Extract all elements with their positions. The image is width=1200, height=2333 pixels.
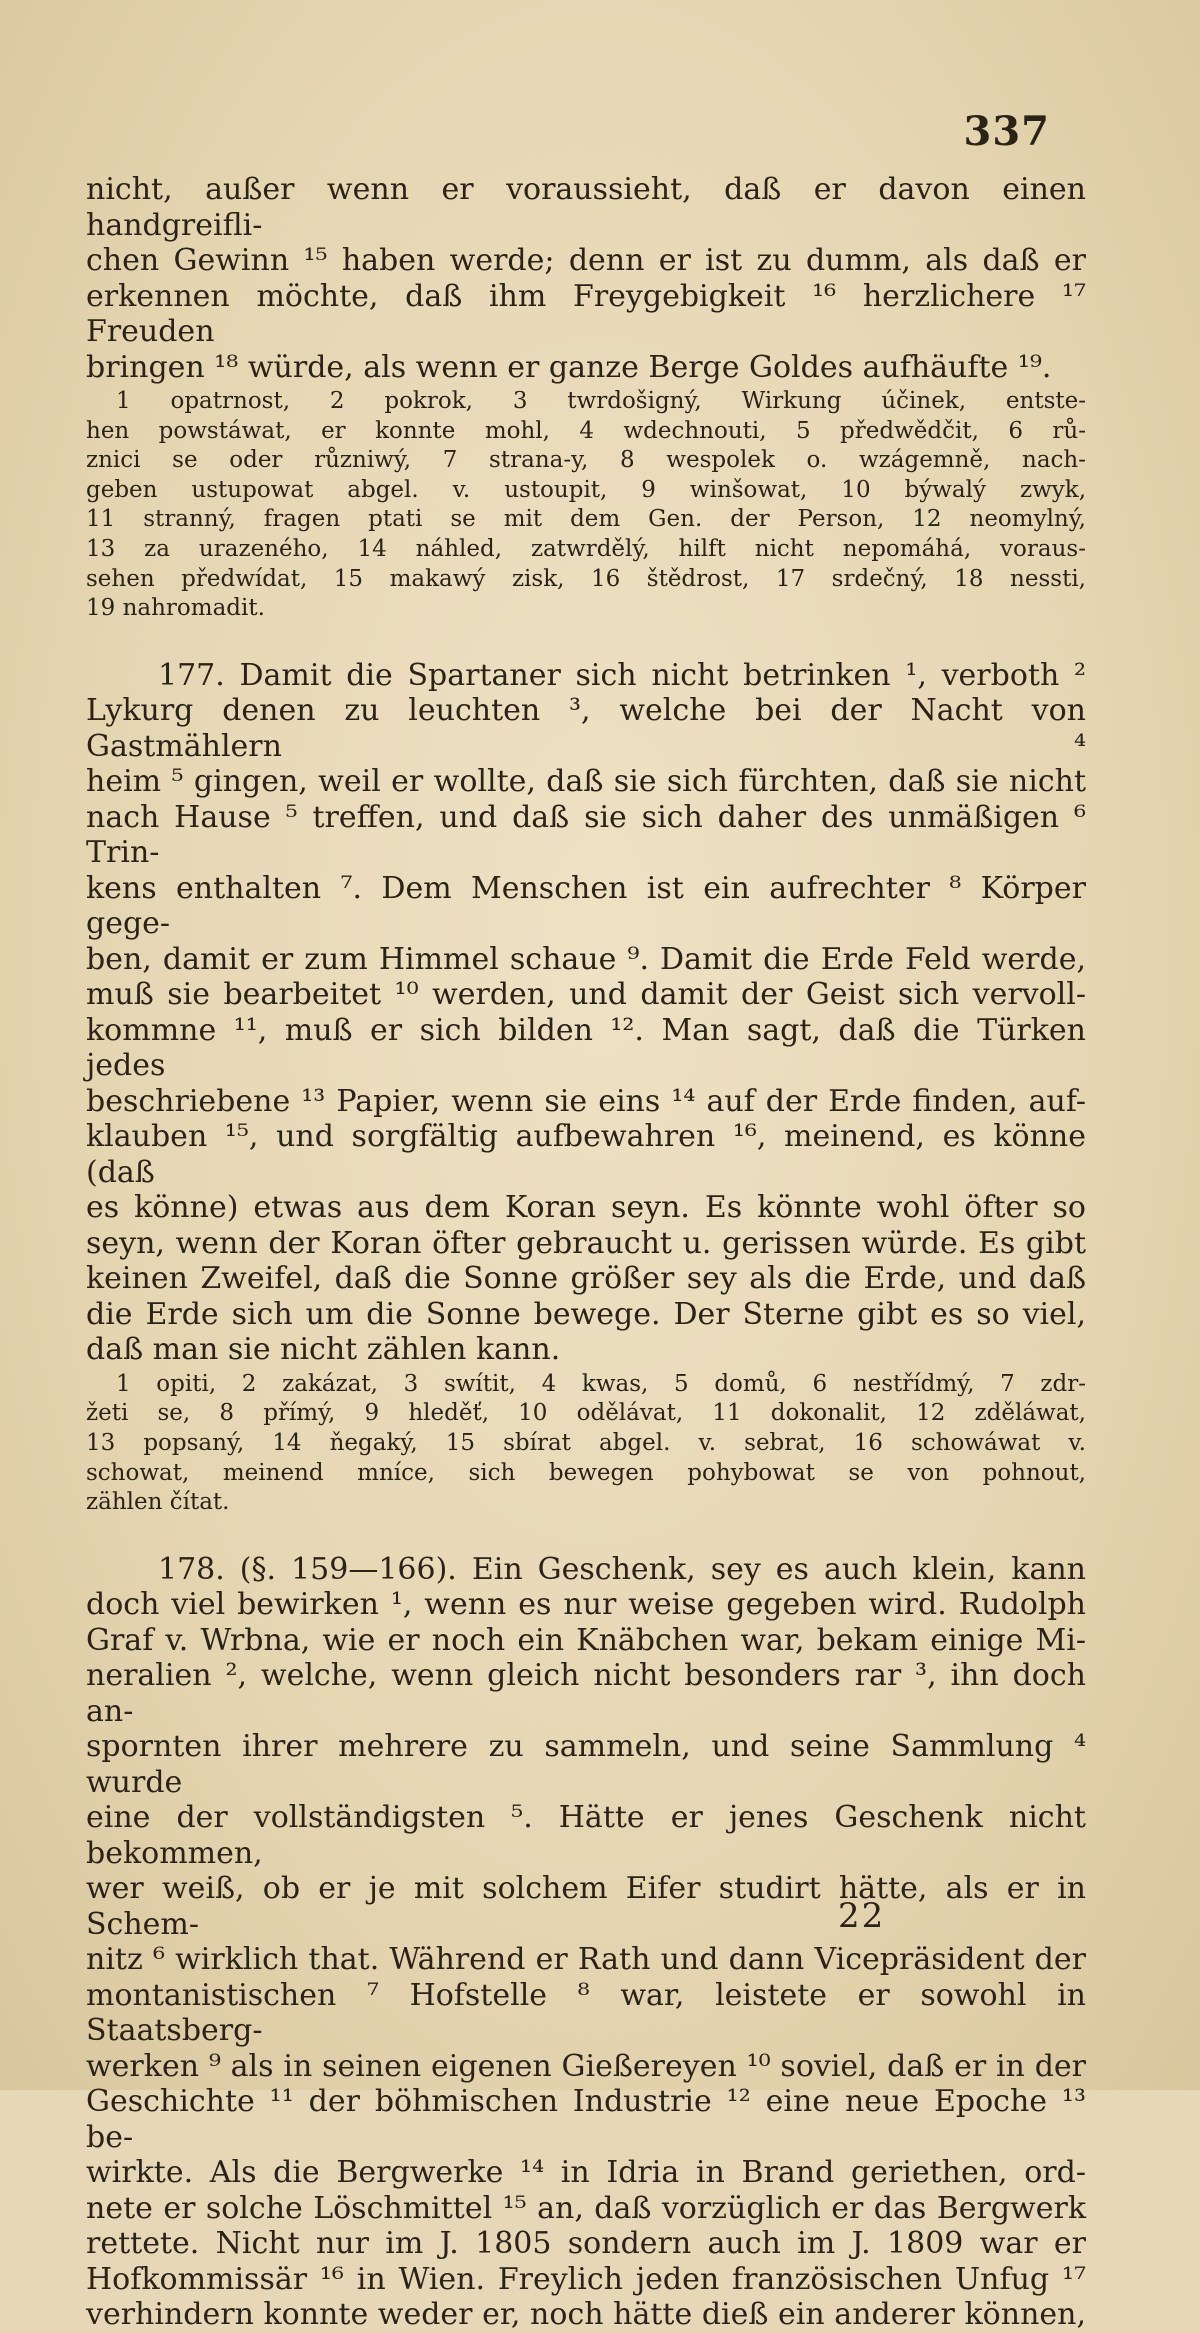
vocabulary-notes — [86, 1370, 1086, 1518]
vocab-line: žeti se, 8 přímý, 9 hleděť, 10 odělávat, 11 dokonalit, 12 zděláwat, — [86, 1400, 1086, 1427]
vocab-line: geben ustupowat abgel. v. ustoupit, 9 winšowat, 10 býwalý zwyk, — [86, 476, 1086, 503]
signature-mark: 22 — [838, 1896, 886, 1936]
vocab-line: sehen předwídat, 15 makawý zisk, 16 štědrost, 17 srdečný, 18 nessti, — [86, 565, 1086, 592]
text-line: wirkte. Als die Bergwerke ¹⁴ in Idria in Brand geriethen, ord- — [86, 2155, 1086, 2191]
text-line: spornten ihrer mehrere zu sammeln, und seine Sammlung ⁴ wurde — [86, 1729, 1086, 1800]
text-line: neralien ², welche, wenn gleich nicht besonders rar ³, ihn doch an- — [86, 1658, 1086, 1729]
text-line: bringen ¹⁸ würde, als wenn er ganze Berge Goldes aufhäufte ¹⁹. — [86, 349, 1052, 385]
text-line: Geschichte ¹¹ der böhmischen Industrie ¹² eine neue Epoche ¹³ be- — [86, 2084, 1086, 2155]
text-line: Graf v. Wrbna, wie er noch ein Knäbchen war, bekam einige Mi- — [86, 1622, 1086, 1658]
text-line: chen Gewinn ¹⁵ haben werde; denn er ist zu dumm, als daß er — [86, 243, 1086, 278]
text-line: nitz ⁶ wirklich that. Während er Rath und dann Vicepräsident der — [86, 1942, 1086, 1978]
text-line: keinen Zweifel, daß die Sonne größer sey als die Erde, und daß — [86, 1261, 1086, 1297]
section-177-paragraph — [86, 658, 1086, 1368]
text-line: klauben ¹⁵, und sorgfältig aufbewahren ¹⁶, meinend, es könne (daß — [86, 1119, 1086, 1190]
text-line: eine der vollständigsten ⁵. Hätte er jenes Geschenk nicht bekommen, — [86, 1800, 1086, 1871]
vocab-line: znici se oder různiwý, 7 strana-y, 8 wespolek o. wzágemně, nach- — [86, 447, 1086, 474]
text-line: Hofkommissär ¹⁶ in Wien. Freylich jeden französischen Unfug ¹⁷ — [86, 2261, 1086, 2297]
text-line: kommne ¹¹, muß er sich bilden ¹². Man sagt, daß die Türken jedes — [86, 1012, 1086, 1084]
page-number: 337 — [963, 108, 1050, 155]
text-line: nete er solche Löschmittel ¹⁵ an, daß vorzüglich er das Bergwerk — [86, 2190, 1086, 2226]
text-line: ben, damit er zum Himmel schaue ⁹. Damit die Erde Feld werde, — [86, 941, 1086, 977]
vocabulary-notes — [86, 387, 1086, 624]
vocab-line: hen powstáwat, er konnte mohl, 4 wdechnouti, 5 předwědčit, 6 rů- — [86, 417, 1086, 444]
section-178-paragraph — [86, 1552, 1086, 2333]
text-line: heim ⁵ gingen, weil er wollte, daß sie sich fürchten, daß sie nicht — [86, 764, 1086, 800]
text-line: doch viel bewirken ¹, wenn es nur weise gegeben wird. Rudolph — [86, 1587, 1086, 1623]
text-line: wer weiß, ob er je mit solchem Eifer studirt hätte, als er in Schem- — [86, 1871, 1086, 1942]
text-line: verhindern konnte weder er, noch hätte dieß ein anderer können, — [86, 2297, 1086, 2333]
text-line: beschriebene ¹³ Papier, wenn sie eins ¹⁴ auf der Erde finden, auf- — [86, 1083, 1086, 1119]
vocab-line: 11 stranný, fragen ptati se mit dem Gen. der Person, 12 neomylný, — [86, 506, 1086, 533]
text-line: 178. (§. 159—166). Ein Geschenk, sey es auch klein, kann — [158, 1551, 1086, 1587]
vocab-line: 1 opiti, 2 zakázat, 3 swítit, 4 kwas, 5 domů, 6 nestřídmý, 7 zdr- — [116, 1370, 1086, 1397]
text-line: die Erde sich um die Sonne bewege. Der Sterne gibt es so viel, — [86, 1296, 1086, 1332]
continuation-paragraph — [86, 172, 1086, 385]
text-line: muß sie bearbeitet ¹⁰ werden, und damit der Geist sich vervoll- — [86, 977, 1086, 1013]
text-line: montanistischen ⁷ Hofstelle ⁸ war, leistete er sowohl in Staatsberg- — [86, 1977, 1086, 2049]
text-line: rettete. Nicht nur im J. 1805 sondern auch im J. 1809 war er — [86, 2226, 1086, 2262]
text-line: erkennen möchte, daß ihm Freygebigkeit ¹⁶ herzlichere ¹⁷ Freuden — [86, 278, 1086, 349]
text-line: daß man sie nicht zählen kann. — [86, 1332, 561, 1368]
vocab-line: 13 za urazeného, 14 náhled, zatwrdělý, hilft nicht nepomáhá, voraus- — [86, 535, 1086, 562]
text-line: seyn, wenn der Koran öfter gebraucht u. gerissen würde. Es gibt — [86, 1225, 1086, 1261]
text-line: es könne) etwas aus dem Koran seyn. Es könnte wohl öfter so — [86, 1190, 1086, 1226]
text-line: nach Hause ⁵ treffen, und daß sie sich daher des unmäßigen ⁶ Trin- — [86, 799, 1086, 871]
text-line: kens enthalten ⁷. Dem Menschen ist ein aufrechter ⁸ Körper gege- — [86, 870, 1086, 942]
vocab-line: schowat, meinend mníce, sich bewegen pohybowat se von pohnout, — [86, 1459, 1086, 1486]
vocab-line: 13 popsaný, 14 ňegaký, 15 sbírat abgel. v. sebrat, 16 schowáwat v. — [86, 1429, 1086, 1456]
vocab-line: 1 opatrnost, 2 pokrok, 3 twrdošigný, Wirkung účinek, entste- — [116, 388, 1086, 414]
text-line: nicht, außer wenn er voraussieht, daß er davon einen handgreifli- — [86, 172, 1086, 243]
text-line: werken ⁹ als in seinen eigenen Gießereyen ¹⁰ soviel, daß er in der — [86, 2048, 1086, 2084]
vocab-line: 19 nahromadit. — [86, 595, 265, 622]
page-content — [86, 172, 1086, 2333]
text-line: 177. Damit die Spartaner sich nicht betrinken ¹, verboth ² — [158, 657, 1086, 693]
text-line: Lykurg denen zu leuchten ³, welche bei der Nacht von Gastmählern ⁴ — [86, 693, 1086, 764]
vocab-line: zählen čítat. — [86, 1489, 230, 1516]
